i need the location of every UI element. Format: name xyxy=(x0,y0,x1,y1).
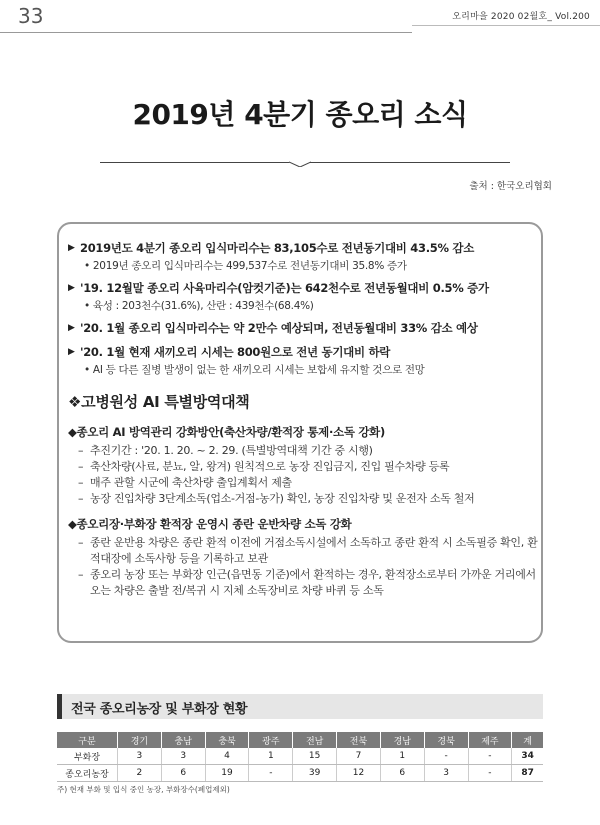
list-item: – 추진기간 : '20. 1. 20. ~ 2. 29. (특별방역대책 기간 중 시행) xyxy=(78,444,373,457)
section-heading: ❖고병원성 AI 특별방역대책 xyxy=(68,393,250,411)
triangle-bullet-icon: ▶ xyxy=(68,243,75,253)
table-cell: - xyxy=(468,765,512,782)
table-cell: 7 xyxy=(337,748,381,765)
table-cell: 부화장 xyxy=(57,748,118,765)
triangle-bullet-icon: ▶ xyxy=(68,323,75,333)
list-item: – 축산차량(사료, 분뇨, 알, 왕겨) 원칙적으로 농장 진입금지, 진입 필수차량 등록 xyxy=(78,460,450,473)
table-header-cell: 충북 xyxy=(205,732,249,748)
table-section-header xyxy=(57,694,543,719)
bullet-item xyxy=(68,344,538,377)
table-cell: 15 xyxy=(293,748,337,765)
table-cell: 6 xyxy=(380,765,424,782)
section-accent-bar xyxy=(57,694,62,719)
list-item: – 농장 진입차량 3단계소독(업소-거점-농가) 확인, 농장 진입차량 및 운전자 소독 철저 xyxy=(78,492,475,505)
table-cell: 4 xyxy=(205,748,249,765)
list-item: – 종란 운반용 차량은 종란 환적 이전에 거점소독시설에서 소독하고 종란 환적 시 소독필증 확인, 환적대장에 소독사항 등을 기록하고 보관 xyxy=(78,536,538,565)
bullet-item xyxy=(68,240,538,273)
table-header-cell: 경남 xyxy=(380,732,424,748)
table-cell: 3 xyxy=(118,748,162,765)
bullet-text: '20. 1월 현재 새끼오리 시세는 800원으로 전년 동기대비 하락 xyxy=(80,345,391,359)
issue-info: 오리마을 2020 02월호_ Vol.200 xyxy=(452,12,590,22)
header-rule xyxy=(0,32,412,33)
table-cell: - xyxy=(249,765,293,782)
bullet-subtext: • 2019년 종오리 입식마리수는 499,537수로 전년동기대비 35.8% 증가 xyxy=(84,260,407,272)
table-row xyxy=(57,748,543,765)
table-header-row xyxy=(57,732,543,748)
table-header-cell: 광주 xyxy=(249,732,293,748)
table-section-title: 전국 종오리농장 및 부화장 현황 xyxy=(71,702,248,717)
bullet-subtext: • AI 등 다른 질병 발생이 없는 한 새끼오리 시세는 보합세 유지할 것으로 전망 xyxy=(84,364,425,376)
table-cell-total: 34 xyxy=(512,748,543,765)
bullet-text: '19. 12월말 종오리 사육마리수(암컷기준)는 642천수로 전년동월대비 0.5% 증가 xyxy=(80,281,489,295)
title-rule-left xyxy=(100,162,290,163)
table-footnote: 주) 현재 부화 및 입식 중인 농장, 부화장수(폐업제외) xyxy=(57,785,230,794)
page-number: 33 xyxy=(18,4,44,28)
group-title: ◆종오리 AI 방역관리 강화방안(축산차량/환적장 통제·소독 강화) xyxy=(68,425,385,439)
table-header-cell: 전북 xyxy=(337,732,381,748)
table-cell: - xyxy=(468,748,512,765)
title-caret-icon xyxy=(289,157,311,167)
table-header-cell: 제주 xyxy=(468,732,512,748)
triangle-bullet-icon: ▶ xyxy=(68,347,75,357)
table-header-cell: 경북 xyxy=(424,732,468,748)
table-row xyxy=(57,765,543,782)
table-cell: 6 xyxy=(161,765,205,782)
table-cell: 39 xyxy=(293,765,337,782)
bullet-subtext: • 육성 : 203천수(31.6%), 산란 : 439천수(68.4%) xyxy=(84,300,314,312)
table-cell: 1 xyxy=(249,748,293,765)
bullet-text: 2019년도 4분기 종오리 입식마리수는 83,105수로 전년동기대비 43.5% 감소 xyxy=(80,241,475,255)
table-cell: 2 xyxy=(118,765,162,782)
table-header-cell: 계 xyxy=(512,732,543,748)
page-title: 2019년 4분기 종오리 소식 xyxy=(132,98,468,131)
table-header-cell: 구분 xyxy=(57,732,118,748)
triangle-bullet-icon: ▶ xyxy=(68,283,75,293)
summary-content xyxy=(68,240,538,599)
table-cell: 1 xyxy=(380,748,424,765)
table-cell-total: 87 xyxy=(512,765,543,782)
list-item: – 매주 관할 시군에 축산차량 출입계획서 제출 xyxy=(78,476,292,489)
table-cell: 3 xyxy=(161,748,205,765)
table-cell: 19 xyxy=(205,765,249,782)
table-header-cell: 전남 xyxy=(293,732,337,748)
title-rule-right xyxy=(310,162,510,163)
table-cell: - xyxy=(424,748,468,765)
source-credit: 출처 : 한국오리협회 xyxy=(469,181,552,192)
table-header-cell: 경기 xyxy=(118,732,162,748)
farm-status-table xyxy=(57,732,543,782)
bullet-text: '20. 1월 종오리 입식마리수는 약 2만수 예상되며, 전년동월대비 33% 감소 예상 xyxy=(80,321,478,335)
table-header-cell: 충남 xyxy=(161,732,205,748)
table-cell: 3 xyxy=(424,765,468,782)
header-rule-right xyxy=(412,25,600,26)
table-cell: 종오리농장 xyxy=(57,765,118,782)
table-cell: 12 xyxy=(337,765,381,782)
bullet-item xyxy=(68,320,538,336)
group-title: ◆종오리장·부화장 환적장 운영시 종란 운반차량 소독 강화 xyxy=(68,517,352,531)
list-item: – 종오리 농장 또는 부화장 인근(읍면동 기준)에서 환적하는 경우, 환적장소로부터 가까운 거리에서 오는 차량은 출발 전/복귀 시 지체 소독장비로 차량 바퀴 등 소독 xyxy=(78,568,536,597)
bullet-item xyxy=(68,280,538,313)
